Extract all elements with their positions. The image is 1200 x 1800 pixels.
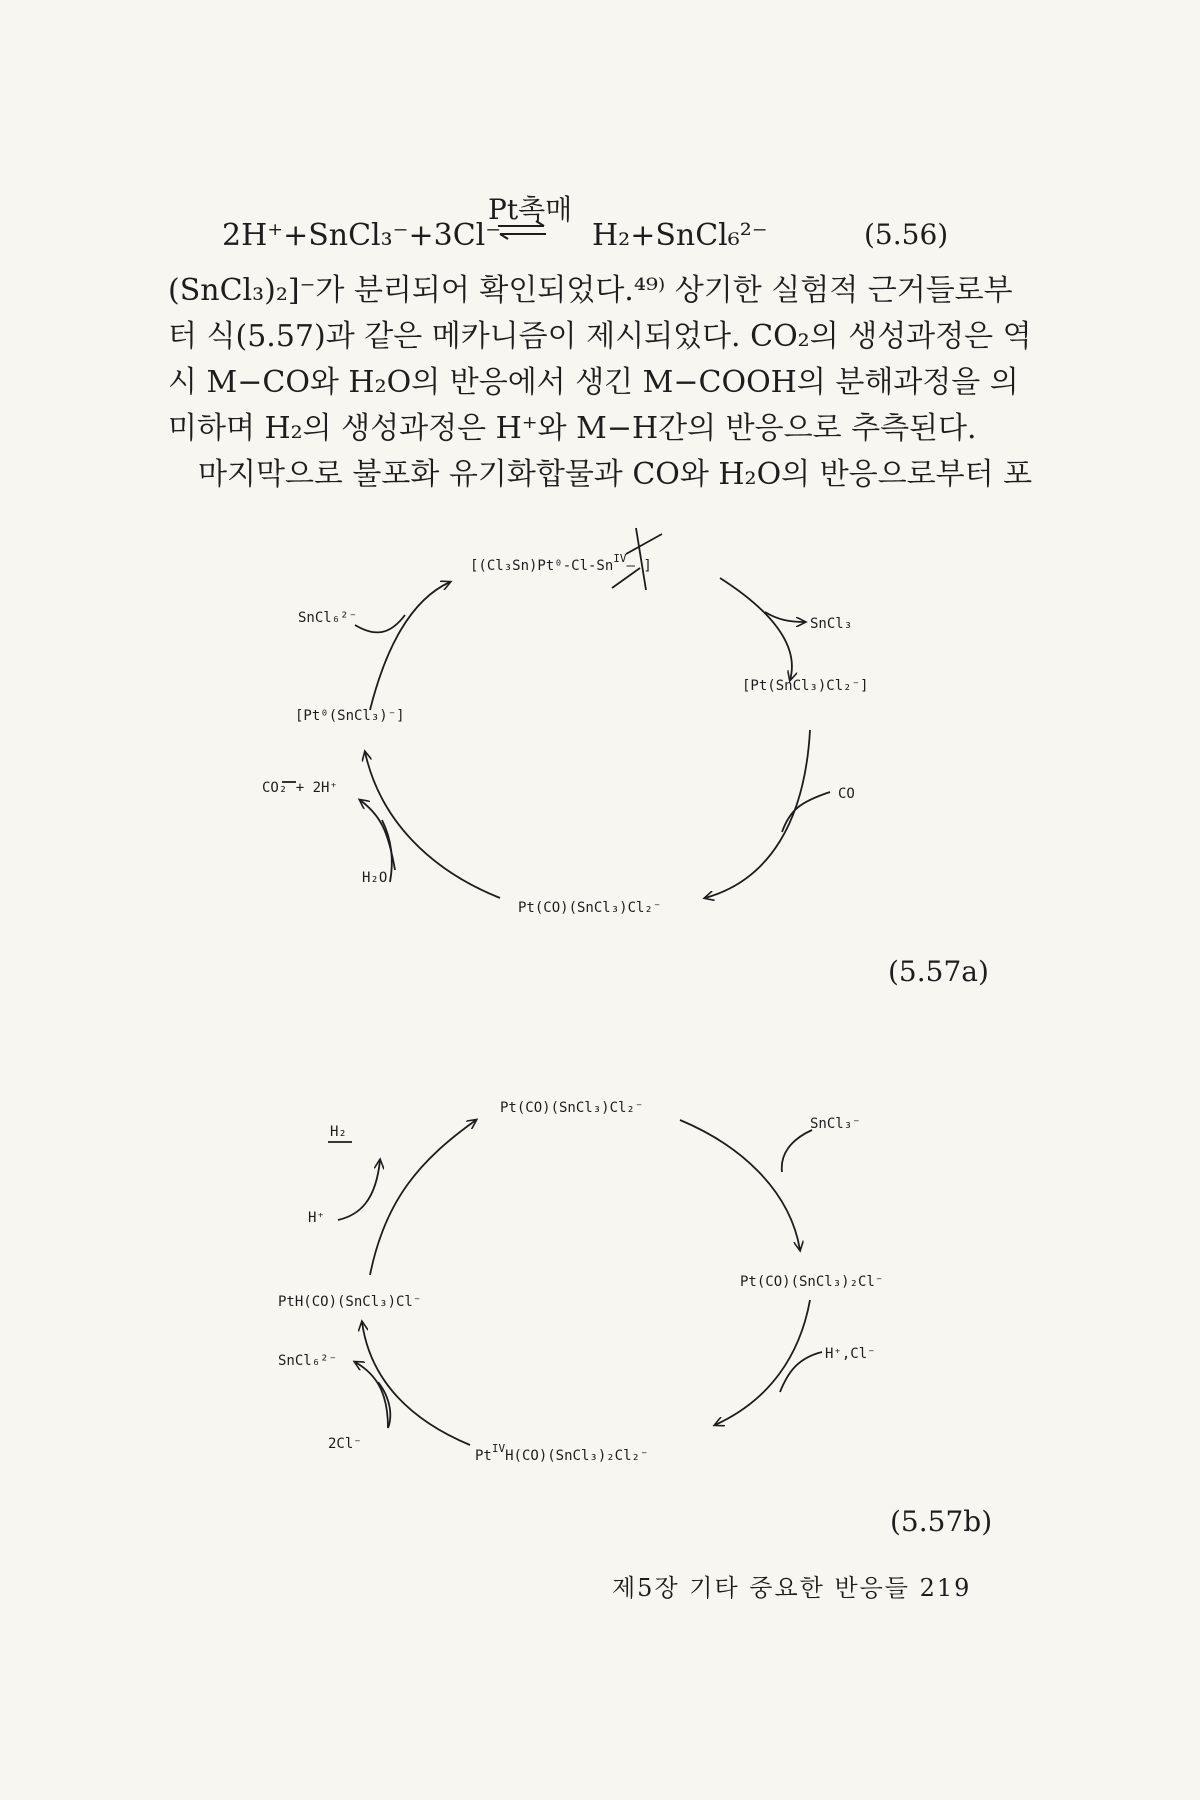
figure-number-a: (5.57a) [888, 955, 989, 988]
node-left: [Pt⁰(SnCl₃)⁻] [295, 708, 405, 724]
label-sncl3-out: SnCl₃ [810, 616, 853, 632]
label-h2o-in: H₂O [362, 870, 388, 886]
equation-reactants: 2H⁺+SnCl₃⁻+3Cl⁻ [222, 218, 502, 253]
arc-top-left [370, 1120, 476, 1275]
label-sncl3-in: SnCl₃⁻ [810, 1116, 861, 1132]
node-right: [Pt(SnCl₃)Cl₂⁻] [742, 678, 869, 694]
label-hcl-in: H⁺,Cl⁻ [825, 1346, 876, 1362]
arc-right [715, 1300, 810, 1425]
catalytic-cycle-b [0, 1090, 1200, 1550]
arc-right [705, 730, 810, 898]
label-sncl6-out: SnCl₆²⁻ [298, 610, 358, 626]
figure-number-b: (5.57b) [890, 1505, 993, 1538]
equation-number: (5.56) [864, 218, 949, 251]
arc-top-right [720, 578, 792, 680]
branch-hcl-in [780, 1352, 822, 1392]
branch-sncl3-in [782, 1130, 812, 1172]
body-paragraph [168, 268, 1033, 498]
branch-h2-out [338, 1160, 380, 1220]
label-sncl6-out: SnCl₆²⁻ [278, 1353, 338, 1369]
node-right: Pt(CO)(SnCl₃)₂Cl⁻ [740, 1274, 884, 1290]
paragraph-line: 시 M−CO와 H₂O의 반응에서 생긴 M−COOH의 분해과정을 의 [168, 365, 1019, 400]
label-2cl-in: 2Cl⁻ [328, 1436, 362, 1452]
catalytic-cycle-a [0, 520, 1200, 1080]
branch-co-in [782, 792, 830, 832]
paragraph-line: 마지막으로 불포화 유기화합물과 CO와 H₂O의 반응으로부터 포 [198, 457, 1033, 492]
label-h-in: H⁺ [308, 1210, 325, 1226]
paragraph-line: 미하며 H₂의 생성과정은 H⁺와 M−H간의 반응으로 추측된다. [168, 411, 977, 446]
page-footer: 제5장 기타 중요한 반응들 219 [612, 1574, 972, 1602]
catalyst-label: Pt촉매 [488, 193, 573, 226]
label-h2-out: H₂ [330, 1124, 347, 1140]
arc-top-left [370, 582, 450, 710]
paragraph-line: (SnCl₃)₂]⁻가 분리되어 확인되었다.⁴⁹⁾ 상기한 실험적 근거들로부 [168, 273, 1013, 308]
node-top: Pt(CO)(SnCl₃)Cl₂⁻ [500, 1100, 644, 1116]
node-left: PtH(CO)(SnCl₃)Cl⁻ [278, 1294, 422, 1310]
node-top: [$(Cl_3Sn)Pt^0-Cl-Sn^{IV}—$ ] [470, 552, 652, 574]
paragraph-line: 터 식(5.57)과 같은 메카니즘이 제시되었다. CO₂의 생성과정은 역 [168, 319, 1032, 354]
node-bottom: Pt(CO)(SnCl₃)Cl₂⁻ [518, 900, 662, 916]
label-co-in: CO [838, 786, 855, 802]
branch-sncl6-out [355, 1362, 388, 1428]
arc-top-right [680, 1120, 800, 1250]
branch-sncl6-out [355, 615, 405, 632]
node-bottom: $Pt^{IV}H(CO)(SnCl_3)_2Cl_2^-$ [475, 1442, 649, 1464]
equation-products: H₂+SnCl₆²⁻ [592, 218, 768, 253]
equilibrium-arrows [496, 220, 548, 240]
label-co2-out: CO₂ + 2H⁺ [262, 780, 338, 796]
